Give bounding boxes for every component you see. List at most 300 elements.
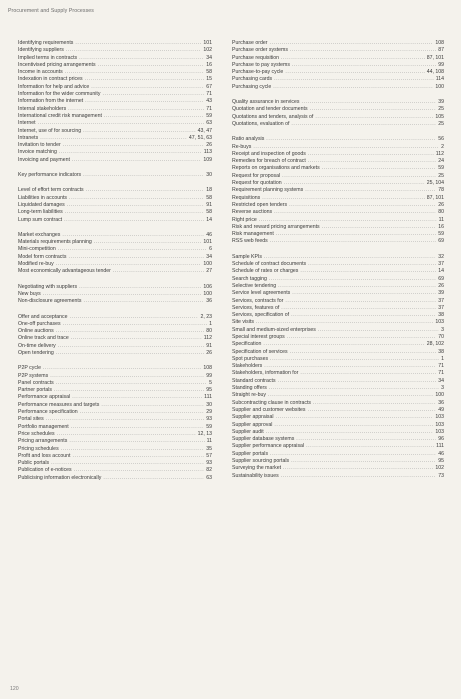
index-term: Model form contracts [18,253,67,260]
index-entry [232,121,444,128]
index-entry [232,298,444,305]
dot-leader [79,55,204,62]
index-entry [232,144,444,151]
dot-leader [68,106,204,113]
index-entry [232,349,444,356]
index-entry [232,202,444,209]
dot-leader [57,431,196,438]
index-term: Right price [232,216,257,223]
index-term: Information for help and advice [18,83,90,90]
index-entry [18,475,212,482]
index-page-refs: 1 [209,320,212,327]
index-term: New buys [18,290,41,297]
index-term: Performance measures and targets [18,401,100,408]
index-entry [18,106,212,113]
index-entry [232,114,444,121]
dot-leader [274,209,436,216]
index-term: Negotiating with suppliers [18,283,78,290]
index-term: Stakeholders [232,363,263,370]
dot-leader [296,436,436,443]
index-term: One-off purchases [18,320,61,327]
index-entry [232,283,444,290]
index-term: Special interest groups [232,333,285,340]
index-page-refs: 59 [438,231,444,238]
index-term: Profit and loss account [18,452,71,459]
index-page-refs: 6 [209,246,212,253]
dot-leader [274,422,433,429]
index-page-refs: 2 [441,143,444,150]
index-term: Purchasing cards [232,76,273,83]
letter-group-gap [18,357,212,365]
dot-leader [308,261,436,268]
index-entry [18,460,212,467]
index-term: Non-disclosure agreements [18,298,82,305]
index-page-refs: 80 [206,328,212,335]
index-term: Open tendering [18,349,54,356]
index-entry [232,69,444,76]
index-term: Internet, use of for sourcing [18,127,82,134]
index-page-refs: 71 [206,91,212,98]
dot-leader [85,98,204,105]
index-entry [18,98,212,105]
index-page-refs: 69 [438,275,444,282]
index-term: Small and medium-sized enterprises [232,326,316,333]
index-page-refs: 46 [206,231,212,238]
index-page-refs: 100 [203,290,212,297]
dot-leader [63,321,208,328]
index-entry [18,416,212,423]
index-entry [232,84,444,91]
index-page-refs: 37 [438,261,444,268]
index-page-refs: 26 [206,349,212,356]
index-page-refs: 108 [203,365,212,372]
index-page-refs: 57 [206,452,212,459]
dot-leader [266,429,434,436]
index-term: Risk and reward pricing arrangements [232,223,320,230]
letter-group-gap [232,246,444,254]
index-term: Specification [232,341,262,348]
index-page-refs: 59 [206,112,212,119]
dot-leader [270,356,439,363]
index-page-refs: 1 [441,355,444,362]
index-entry [232,268,444,275]
index-term: Quality assurance in services [232,99,300,106]
index-term: Purchase-to-pay cycle [232,69,284,76]
index-page-refs: 102 [203,47,212,54]
index-term: Public portals [18,460,50,467]
index-term: Service level agreements [232,290,291,297]
index-term: Online track and trace [18,335,69,342]
index-page-refs: 103 [435,319,444,326]
index-term: Request for quotation [232,180,282,187]
dot-leader [305,187,436,194]
index-entry [232,443,444,450]
index-term: Selective tendering [232,282,277,289]
index-entry [232,370,444,377]
index-page-refs: 28, 102 [426,341,444,348]
dot-leader [301,99,436,106]
dot-leader [322,224,437,231]
dot-leader [43,291,202,298]
index-entry [18,291,212,298]
dot-leader [83,172,204,179]
index-entry [232,305,444,312]
index-entry [18,394,212,401]
dot-leader [113,268,204,275]
dot-leader [70,314,199,321]
index-page-refs: 73 [438,472,444,479]
index-page-refs: 27 [206,268,212,275]
index-entry [232,231,444,238]
index-page-refs: 30 [206,172,212,179]
dot-leader [51,460,204,467]
index-page-refs: 24 [438,158,444,165]
index-entry [232,363,444,370]
dot-leader [101,402,204,409]
dot-leader [264,254,436,261]
index-entry [232,55,444,62]
index-entry [18,69,212,76]
index-entry [232,378,444,385]
index-entry [232,136,444,143]
index-entry [18,402,212,409]
index-entry [18,387,212,394]
index-term: Sustainability issues [232,472,279,479]
index-entry [18,47,212,54]
index-term: Liabilities in accounts [18,194,68,201]
index-page-refs: 3 [441,385,444,392]
letter-group-gap [18,224,212,232]
index-page-refs: 95 [438,458,444,465]
index-term: Site visits [232,319,254,326]
index-entry [18,284,212,291]
dot-leader [285,69,424,76]
index-term: Supplier and customer websites [232,406,306,413]
dot-leader [308,151,434,158]
index-page-refs: 15 [206,76,212,83]
index-term: Price schedules [18,430,55,437]
dot-leader [79,284,201,291]
index-entry [232,334,444,341]
index-entry [232,392,444,399]
dot-leader [65,69,205,76]
index-page-refs: 37 [438,297,444,304]
index-entry [18,135,212,142]
index-term: Pricing schedules [18,445,59,452]
index-term: Supplier audit [232,428,264,435]
index-entry [232,451,444,458]
index-term: Lump sum contract [18,216,63,223]
index-entry [232,414,444,421]
index-term: Information for the wider community [18,91,101,98]
index-page-refs: 103 [435,414,444,421]
dot-leader [300,268,436,275]
index-page-refs: 106 [203,283,212,290]
letter-group-gap [18,179,212,187]
index-page-refs: 71 [438,363,444,370]
letter-group-gap [232,91,444,99]
index-term: Search tagging [232,275,267,282]
dot-leader [74,467,205,474]
index-page-refs: 39 [438,99,444,106]
index-term: Risk management [232,231,274,238]
dot-leader [278,378,437,385]
dot-leader [91,84,204,91]
dot-leader [292,290,436,297]
dot-leader [59,149,202,156]
index-page-refs: 105 [435,113,444,120]
dot-leader [276,414,434,421]
index-page-refs: 111 [204,394,212,401]
index-entry [18,268,212,275]
dot-leader [102,91,204,98]
dot-leader [69,195,204,202]
index-page-refs: 70 [438,333,444,340]
dot-leader [40,135,187,142]
dot-leader [268,392,433,399]
index-entry [232,254,444,261]
dot-leader [67,202,204,209]
index-page-refs: 91 [206,342,212,349]
index-entry [232,407,444,414]
index-page-refs: 67 [206,83,212,90]
dot-leader [75,40,201,47]
index-term: Purchase to pay systems [232,61,290,68]
index-entry [18,209,212,216]
index-term: Supplier approval [232,421,273,428]
dot-leader [308,407,437,414]
index-term: Offer and acceptance [18,313,68,320]
index-page-refs: 14 [206,216,212,223]
index-page-refs: 80 [438,209,444,216]
index-entry [18,149,212,156]
index-entry [232,40,444,47]
index-term: Invoice matching [18,149,57,156]
dot-leader [266,136,436,143]
index-page-refs: 91 [206,201,212,208]
index-page-refs: 12, 13 [197,430,212,437]
index-term: Supplier sourcing portals [232,458,290,465]
index-term: Standing offers [232,385,267,392]
letter-group-gap [18,306,212,314]
dot-leader [71,424,204,431]
index-term: Schedule of contract documents [232,261,307,268]
dot-leader [62,232,204,239]
dot-leader [283,465,433,472]
dot-leader [69,438,204,445]
index-page-refs: 59 [206,423,212,430]
dot-leader [281,305,436,312]
index-entry [232,173,444,180]
index-page-refs: 38 [438,312,444,319]
dot-leader [103,475,204,482]
index-page-refs: 114 [435,76,444,83]
index-entry [18,431,212,438]
index-term: Portfolio management [18,423,69,430]
dot-leader [56,328,204,335]
dot-leader [50,373,204,380]
index-entry [232,436,444,443]
index-term: Requirement planning systems [232,187,304,194]
index-entry [18,314,212,321]
index-entry [232,261,444,268]
index-page-refs: 102 [435,465,444,472]
index-term: Invoicing and payment [18,156,70,163]
index-page-refs: 49 [438,406,444,413]
index-term: On-time delivery [18,342,56,349]
dot-leader [274,76,434,83]
index-page-refs: 26 [206,142,212,149]
index-page-refs: 18 [206,187,212,194]
index-entry [18,202,212,209]
index-entry [18,350,212,357]
index-page-refs: 99 [438,61,444,68]
index-page-refs: 38 [438,348,444,355]
index-term: Services, specification of [232,312,290,319]
index-page-refs: 16 [206,61,212,68]
index-entry [232,47,444,54]
index-page-refs: 103 [435,428,444,435]
index-page-refs: 71 [206,105,212,112]
dot-leader [46,416,205,423]
index-page-refs: 11 [438,216,444,223]
index-page-refs: 101 [203,40,212,46]
dot-leader [72,453,204,460]
index-entry [18,467,212,474]
index-page-refs: 2, 23 [200,313,212,320]
dot-leader [253,144,439,151]
index-term: Income in accounts [18,69,63,76]
index-page-refs: 58 [206,69,212,76]
dot-leader [300,370,436,377]
index-entry [232,195,444,202]
index-page-refs: 87, 101 [426,54,444,61]
index-entry [18,113,212,120]
index-page-refs: 111 [436,443,444,450]
dot-leader [291,121,436,128]
index-entry [232,187,444,194]
index-term: Liquidated damages [18,201,65,208]
index-page-refs: 99 [206,372,212,379]
dot-leader [270,238,436,245]
index-page-refs: 58 [206,194,212,201]
index-term: Intranets [18,134,39,141]
index-page-refs: 25 [438,106,444,113]
index-term: Supplier appraisal [232,414,274,421]
index-page-refs: 78 [438,187,444,194]
index-page-refs: 100 [203,261,212,268]
index-entry [232,76,444,83]
index-term: Purchasing cycle [232,83,272,90]
dot-leader [287,334,436,341]
index-page-refs: 43 [206,98,212,105]
index-term: Reverse auctions [232,209,273,216]
index-term: Supplier performance appraisal [232,443,305,450]
index-page-refs: 113 [203,149,212,156]
dot-leader [85,76,205,83]
index-entry [232,165,444,172]
index-entry [18,157,212,164]
index-entry [232,151,444,158]
dot-leader [270,451,436,458]
index-term: Ratio analysis [232,136,265,143]
dot-leader [72,157,201,164]
running-head: Procurement and Supply Processes [8,8,94,14]
index-entry [232,217,444,224]
index-term: Identifying requirements [18,40,74,46]
index-term: Implied terms in contracts [18,54,78,61]
index-term: Reports on organisations and markets [232,165,320,172]
index-term: Services, contracts for [232,297,284,304]
index-entry [18,55,212,62]
dot-leader [276,231,436,238]
index-entry [18,217,212,224]
index-page-refs: 35 [206,445,212,452]
dot-leader [72,394,202,401]
index-term: Invitation to tender [18,142,61,149]
dot-leader [63,142,205,149]
index-page-refs: 100 [435,83,444,90]
index-term: Subcontracting clause in contracts [232,399,312,406]
index-page-refs: 16 [438,223,444,230]
index-term: Quotation and tender documents [232,106,308,113]
dot-leader [269,385,439,392]
dot-leader [256,319,433,326]
index-page-refs: 96 [438,436,444,443]
index-entry [18,321,212,328]
index-page-refs: 82 [206,467,212,474]
index-page-refs: 34 [206,54,212,61]
index-page-refs: 36 [438,399,444,406]
dot-leader [61,446,205,453]
index-term: Supplier portals [232,450,269,457]
dot-leader [264,363,436,370]
index-page-refs: 26 [438,282,444,289]
index-page-refs: 30 [206,401,212,408]
dot-leader [282,173,436,180]
index-entry [232,429,444,436]
index-entry [232,312,444,319]
dot-leader [306,443,434,450]
index-term: Panel contracts [18,379,54,386]
dot-leader [54,387,204,394]
index-entry [232,62,444,69]
index-term: Pricing arrangements [18,438,68,445]
index-term: Spot purchases [232,355,269,362]
index-term: Identifying suppliers [18,47,64,54]
index-entry [18,246,212,253]
index-entry [18,365,212,372]
dot-leader [281,55,425,62]
index-term: Requisitions [232,194,261,201]
index-entry [18,84,212,91]
index-term: Partner portals [18,387,53,394]
index-term: Schedule of rates or charges [232,268,299,275]
dot-leader [285,298,436,305]
index-term: RSS web feeds [232,238,268,245]
dot-leader [290,349,437,356]
index-page-refs: 25, 104 [426,180,444,187]
index-term: Materials requirements planning [18,239,92,246]
index-term: Re-buys [232,143,252,150]
dot-leader [281,473,437,480]
dot-leader [38,120,205,127]
dot-leader [269,276,436,283]
index-page-refs: 32 [438,253,444,260]
index-page-refs: 36 [206,298,212,305]
index-entry [232,327,444,334]
index-entry [18,438,212,445]
